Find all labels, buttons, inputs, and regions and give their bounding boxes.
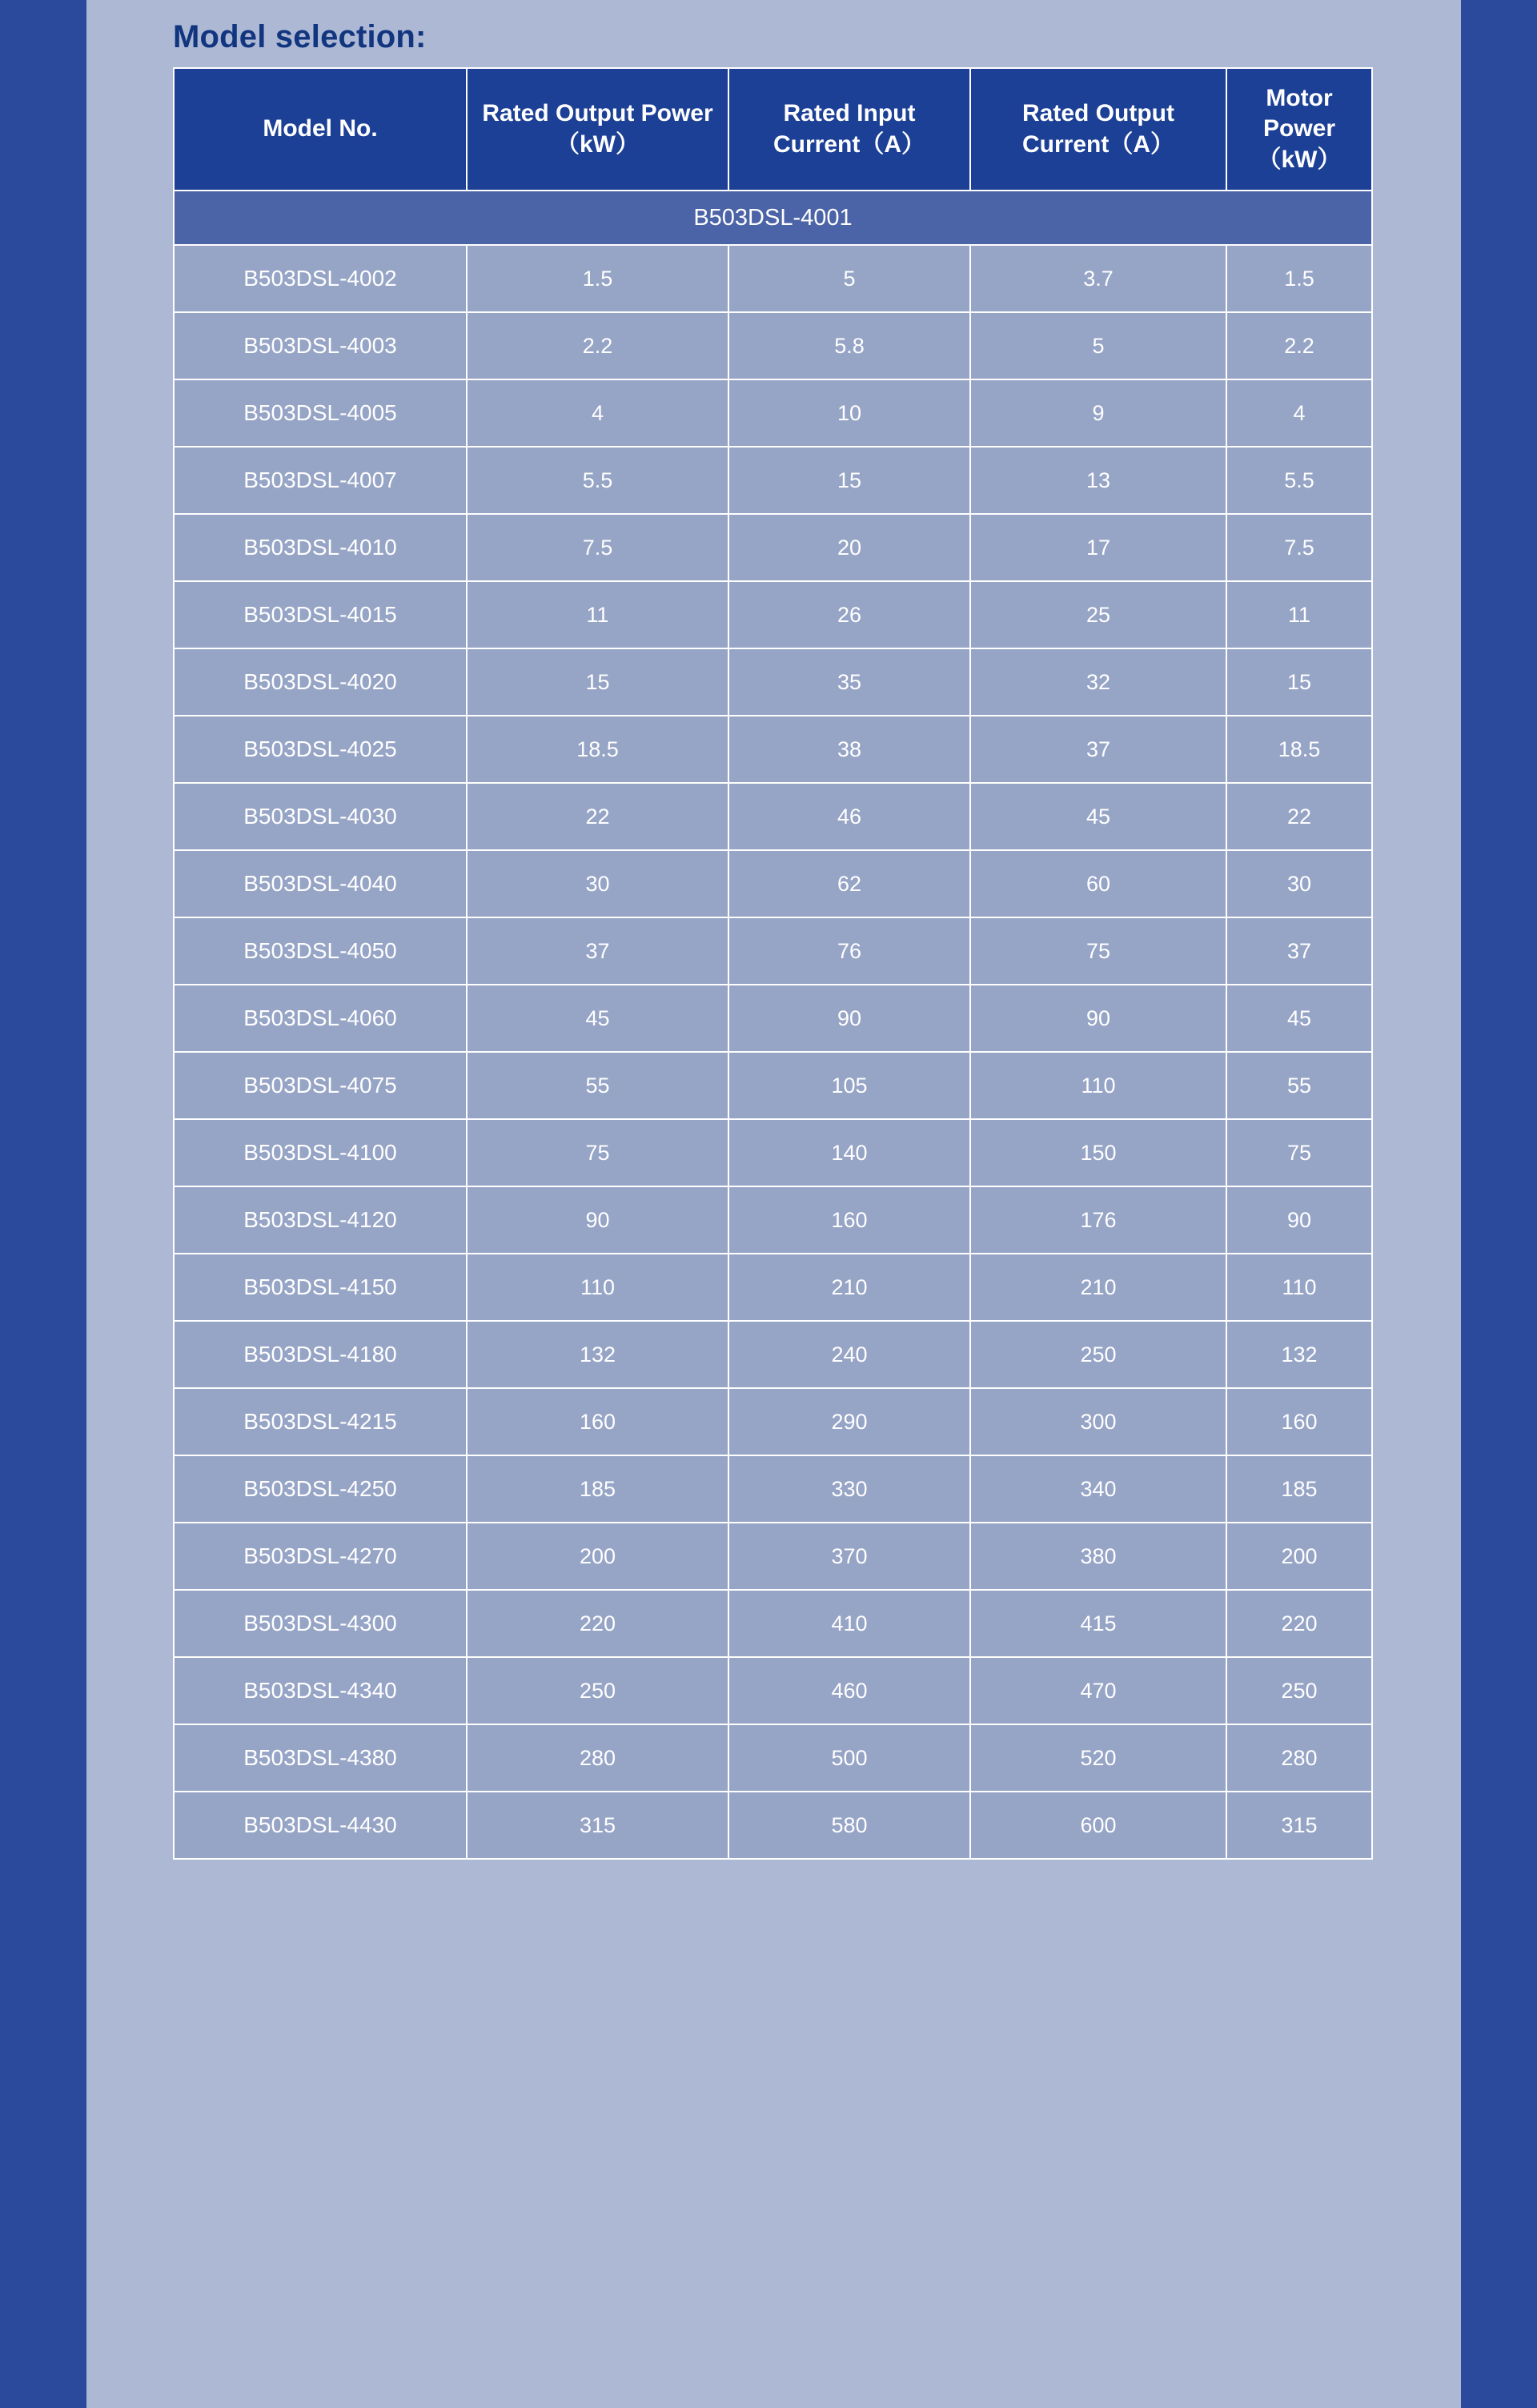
cell-rated-output-power: 200: [467, 1523, 728, 1590]
cell-motor-power: 280: [1226, 1724, 1372, 1792]
cell-rated-input-current: 240: [728, 1321, 970, 1388]
cell-rated-output-current: 520: [970, 1724, 1226, 1792]
cell-motor-power: 18.5: [1226, 716, 1372, 783]
cell-rated-output-current: 210: [970, 1254, 1226, 1321]
model-selection-table: [173, 67, 1373, 1860]
cell-rated-input-current: 500: [728, 1724, 970, 1792]
table-row: [174, 312, 1372, 379]
cell-model: B503DSL-4120: [174, 1186, 467, 1254]
cell-rated-output-power: 7.5: [467, 514, 728, 581]
cell-model: B503DSL-4030: [174, 783, 467, 850]
table-body: [174, 191, 1372, 1859]
table-row: [174, 581, 1372, 648]
cell-rated-output-current: 380: [970, 1523, 1226, 1590]
cell-rated-input-current: 5.8: [728, 312, 970, 379]
cell-rated-input-current: 90: [728, 985, 970, 1052]
table-row: [174, 1254, 1372, 1321]
cell-motor-power: 110: [1226, 1254, 1372, 1321]
cell-rated-input-current: 5: [728, 245, 970, 312]
cell-model: B503DSL-4007: [174, 447, 467, 514]
column-header-motor-power: Motor Power（kW）: [1226, 68, 1372, 191]
cell-rated-output-current: 600: [970, 1792, 1226, 1859]
cell-model: B503DSL-4100: [174, 1119, 467, 1186]
cell-rated-output-power: 315: [467, 1792, 728, 1859]
table-row: [174, 1186, 1372, 1254]
cell-motor-power: 37: [1226, 917, 1372, 985]
cell-model: B503DSL-4002: [174, 245, 467, 312]
table-row: [174, 1119, 1372, 1186]
column-header-rated-input-current: Rated Input Current（A）: [728, 68, 970, 191]
table-header: [174, 68, 1372, 191]
cell-model: B503DSL-4020: [174, 648, 467, 716]
table-header-row: [174, 68, 1372, 191]
cell-model: B503DSL-4300: [174, 1590, 467, 1657]
cell-rated-output-power: 15: [467, 648, 728, 716]
table-row: [174, 1321, 1372, 1388]
table-row: [174, 1724, 1372, 1792]
cell-rated-input-current: 10: [728, 379, 970, 447]
cell-motor-power: 90: [1226, 1186, 1372, 1254]
table-row: [174, 1792, 1372, 1859]
cell-rated-output-current: 300: [970, 1388, 1226, 1455]
cell-model: B503DSL-4150: [174, 1254, 467, 1321]
page-title: Model selection:: [173, 19, 427, 54]
cell-rated-output-current: 250: [970, 1321, 1226, 1388]
cell-rated-output-power: 132: [467, 1321, 728, 1388]
cell-rated-input-current: 290: [728, 1388, 970, 1455]
cell-rated-output-power: 37: [467, 917, 728, 985]
cell-model: B503DSL-4010: [174, 514, 467, 581]
cell-motor-power: 22: [1226, 783, 1372, 850]
cell-motor-power: 4: [1226, 379, 1372, 447]
table-row: [174, 1455, 1372, 1523]
cell-rated-input-current: 140: [728, 1119, 970, 1186]
table-row: [174, 648, 1372, 716]
cell-rated-output-power: 1.5: [467, 245, 728, 312]
cell-rated-input-current: 370: [728, 1523, 970, 1590]
cell-model: B503DSL-4180: [174, 1321, 467, 1388]
cell-motor-power: 7.5: [1226, 514, 1372, 581]
cell-rated-output-power: 22: [467, 783, 728, 850]
table-row: [174, 783, 1372, 850]
cell-model: B503DSL-4040: [174, 850, 467, 917]
cell-motor-power: 15: [1226, 648, 1372, 716]
cell-rated-output-current: 3.7: [970, 245, 1226, 312]
cell-motor-power: 11: [1226, 581, 1372, 648]
cell-model: B503DSL-4340: [174, 1657, 467, 1724]
table-row: [174, 1523, 1372, 1590]
cell-model: B503DSL-4215: [174, 1388, 467, 1455]
cell-rated-output-power: 160: [467, 1388, 728, 1455]
cell-model: B503DSL-4060: [174, 985, 467, 1052]
cell-model: B503DSL-4025: [174, 716, 467, 783]
cell-motor-power: 185: [1226, 1455, 1372, 1523]
cell-rated-output-power: 110: [467, 1254, 728, 1321]
cell-rated-output-current: 176: [970, 1186, 1226, 1254]
cell-rated-output-power: 5.5: [467, 447, 728, 514]
cell-rated-input-current: 26: [728, 581, 970, 648]
cell-rated-output-current: 470: [970, 1657, 1226, 1724]
cell-motor-power: 315: [1226, 1792, 1372, 1859]
cell-rated-input-current: 330: [728, 1455, 970, 1523]
cell-motor-power: 55: [1226, 1052, 1372, 1119]
cell-rated-output-current: 90: [970, 985, 1226, 1052]
column-header-rated-output-current: Rated Output Current（A）: [970, 68, 1226, 191]
table-row: [174, 447, 1372, 514]
table-row: [174, 917, 1372, 985]
cell-rated-output-power: 220: [467, 1590, 728, 1657]
table-group-label: B503DSL-4001: [174, 191, 1372, 245]
cell-rated-input-current: 38: [728, 716, 970, 783]
cell-rated-output-current: 75: [970, 917, 1226, 985]
cell-rated-input-current: 20: [728, 514, 970, 581]
cell-model: B503DSL-4430: [174, 1792, 467, 1859]
cell-rated-input-current: 160: [728, 1186, 970, 1254]
cell-rated-output-current: 25: [970, 581, 1226, 648]
cell-rated-input-current: 210: [728, 1254, 970, 1321]
cell-rated-output-current: 340: [970, 1455, 1226, 1523]
cell-rated-input-current: 76: [728, 917, 970, 985]
cell-model: B503DSL-4005: [174, 379, 467, 447]
cell-rated-output-power: 11: [467, 581, 728, 648]
cell-rated-output-current: 17: [970, 514, 1226, 581]
table-row: [174, 1657, 1372, 1724]
cell-rated-output-current: 9: [970, 379, 1226, 447]
cell-motor-power: 200: [1226, 1523, 1372, 1590]
cell-rated-output-power: 45: [467, 985, 728, 1052]
cell-motor-power: 220: [1226, 1590, 1372, 1657]
cell-rated-input-current: 460: [728, 1657, 970, 1724]
column-header-model-no: Model No.: [174, 68, 467, 191]
cell-model: B503DSL-4050: [174, 917, 467, 985]
cell-rated-output-power: 75: [467, 1119, 728, 1186]
cell-rated-output-current: 5: [970, 312, 1226, 379]
table-row: [174, 245, 1372, 312]
cell-rated-output-current: 45: [970, 783, 1226, 850]
cell-motor-power: 1.5: [1226, 245, 1372, 312]
cell-rated-output-power: 4: [467, 379, 728, 447]
table-row: [174, 514, 1372, 581]
cell-model: B503DSL-4015: [174, 581, 467, 648]
cell-rated-output-current: 13: [970, 447, 1226, 514]
cell-rated-output-current: 415: [970, 1590, 1226, 1657]
table-row: [174, 1388, 1372, 1455]
cell-rated-output-current: 150: [970, 1119, 1226, 1186]
cell-motor-power: 30: [1226, 850, 1372, 917]
cell-rated-output-power: 280: [467, 1724, 728, 1792]
cell-rated-input-current: 410: [728, 1590, 970, 1657]
cell-motor-power: 2.2: [1226, 312, 1372, 379]
cell-rated-input-current: 15: [728, 447, 970, 514]
table-row: [174, 1590, 1372, 1657]
cell-model: B503DSL-4250: [174, 1455, 467, 1523]
table-group-row: [174, 191, 1372, 245]
cell-rated-output-current: 110: [970, 1052, 1226, 1119]
cell-rated-output-power: 55: [467, 1052, 728, 1119]
cell-motor-power: 75: [1226, 1119, 1372, 1186]
table-row: [174, 716, 1372, 783]
cell-model: B503DSL-4380: [174, 1724, 467, 1792]
cell-motor-power: 132: [1226, 1321, 1372, 1388]
cell-motor-power: 5.5: [1226, 447, 1372, 514]
document-content: [86, 0, 1461, 1860]
cell-model: B503DSL-4003: [174, 312, 467, 379]
cell-rated-output-power: 90: [467, 1186, 728, 1254]
table-row: [174, 850, 1372, 917]
cell-rated-input-current: 105: [728, 1052, 970, 1119]
cell-rated-output-power: 30: [467, 850, 728, 917]
cell-rated-output-power: 18.5: [467, 716, 728, 783]
cell-rated-output-current: 32: [970, 648, 1226, 716]
cell-motor-power: 250: [1226, 1657, 1372, 1724]
cell-rated-input-current: 35: [728, 648, 970, 716]
table-row: [174, 379, 1372, 447]
cell-motor-power: 45: [1226, 985, 1372, 1052]
cell-rated-input-current: 580: [728, 1792, 970, 1859]
column-header-rated-output-power: Rated Output Power（kW）: [467, 68, 728, 191]
table-row: [174, 985, 1372, 1052]
cell-model: B503DSL-4270: [174, 1523, 467, 1590]
cell-rated-input-current: 62: [728, 850, 970, 917]
cell-rated-output-power: 185: [467, 1455, 728, 1523]
table-row: [174, 1052, 1372, 1119]
cell-motor-power: 160: [1226, 1388, 1372, 1455]
cell-model: B503DSL-4075: [174, 1052, 467, 1119]
cell-rated-input-current: 46: [728, 783, 970, 850]
cell-rated-output-current: 37: [970, 716, 1226, 783]
cell-rated-output-power: 250: [467, 1657, 728, 1724]
cell-rated-output-power: 2.2: [467, 312, 728, 379]
cell-rated-output-current: 60: [970, 850, 1226, 917]
